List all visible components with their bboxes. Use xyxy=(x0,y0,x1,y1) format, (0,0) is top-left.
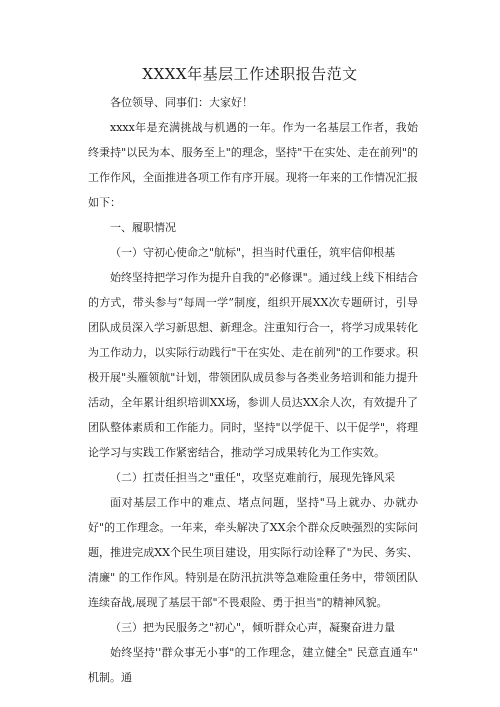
body-paragraph: 始终坚持''群众事无小事"的工作理念，建立健全" 民意直通车" 机制。通 xyxy=(88,646,418,684)
subsection-heading: （二）扛责任担当之"重任"，攻坚克难前行，展现先锋风采 xyxy=(110,471,396,484)
body-paragraph: 始终坚持把学习作为提升自我的"必修课"。通过线上线下相结合的方式，带头参与“每周一学”制度，组织开展XX次专题研讨，引导团队成员深入学习新思想、新理念。注重知行合一，将学习成果转化为工作动力，以实际行动践行"干在实处、走在前列"的工作要求。积极开展"头雁领航"计划，带领团队成员参与各类业务培训和能力提升活动，全年累计组织培训XX场，参训人员达XX余人次，有效提升了团队整体素质和工作能力。同时，坚持"以学促干、以干促学"，将理论学习与实践工作紧密结合，推动学习成果转化为工作实效。 xyxy=(88,271,418,459)
subsection-heading: （一）守初心使命之"航标"，担当时代重任，筑牢信仰根基 xyxy=(110,246,396,259)
section-heading: 一、履职情况 xyxy=(110,221,176,234)
intro-paragraph: xxxx年是充满挑战与机遇的一年。作为一名基层工作者，我始终秉持"以民为本、服务至上"的理念，坚持"干在实处、走在前列"的工作作风，全面推进各项工作有序开展。现将一年来的工作情况汇报如下： xyxy=(88,121,418,209)
greeting-paragraph: 各位领导、同事们：大家好！ xyxy=(110,96,253,109)
document-title: XXXX年基层工作述职报告范文 xyxy=(142,65,358,83)
body-paragraph: 面对基层工作中的难点、堵点问题，坚持"马上就办、办就办好"的工作理念。一年来，牵头解决了XX余个群众反映强烈的实际问题，推进完成XX个民生项目建设，用实际行动诠释了"为民、务实、清廉" 的工作作风。特别是在防汛抗洪等急难险重任务中，带领团队连续奋战,展现了基层干部"不畏艰险、勇于担当"的精神风貌。 xyxy=(88,496,418,609)
subsection-heading: （三）把为民服务之"初心"，倾听群众心声，凝聚奋进力量 xyxy=(110,621,396,634)
document-body xyxy=(88,90,418,690)
